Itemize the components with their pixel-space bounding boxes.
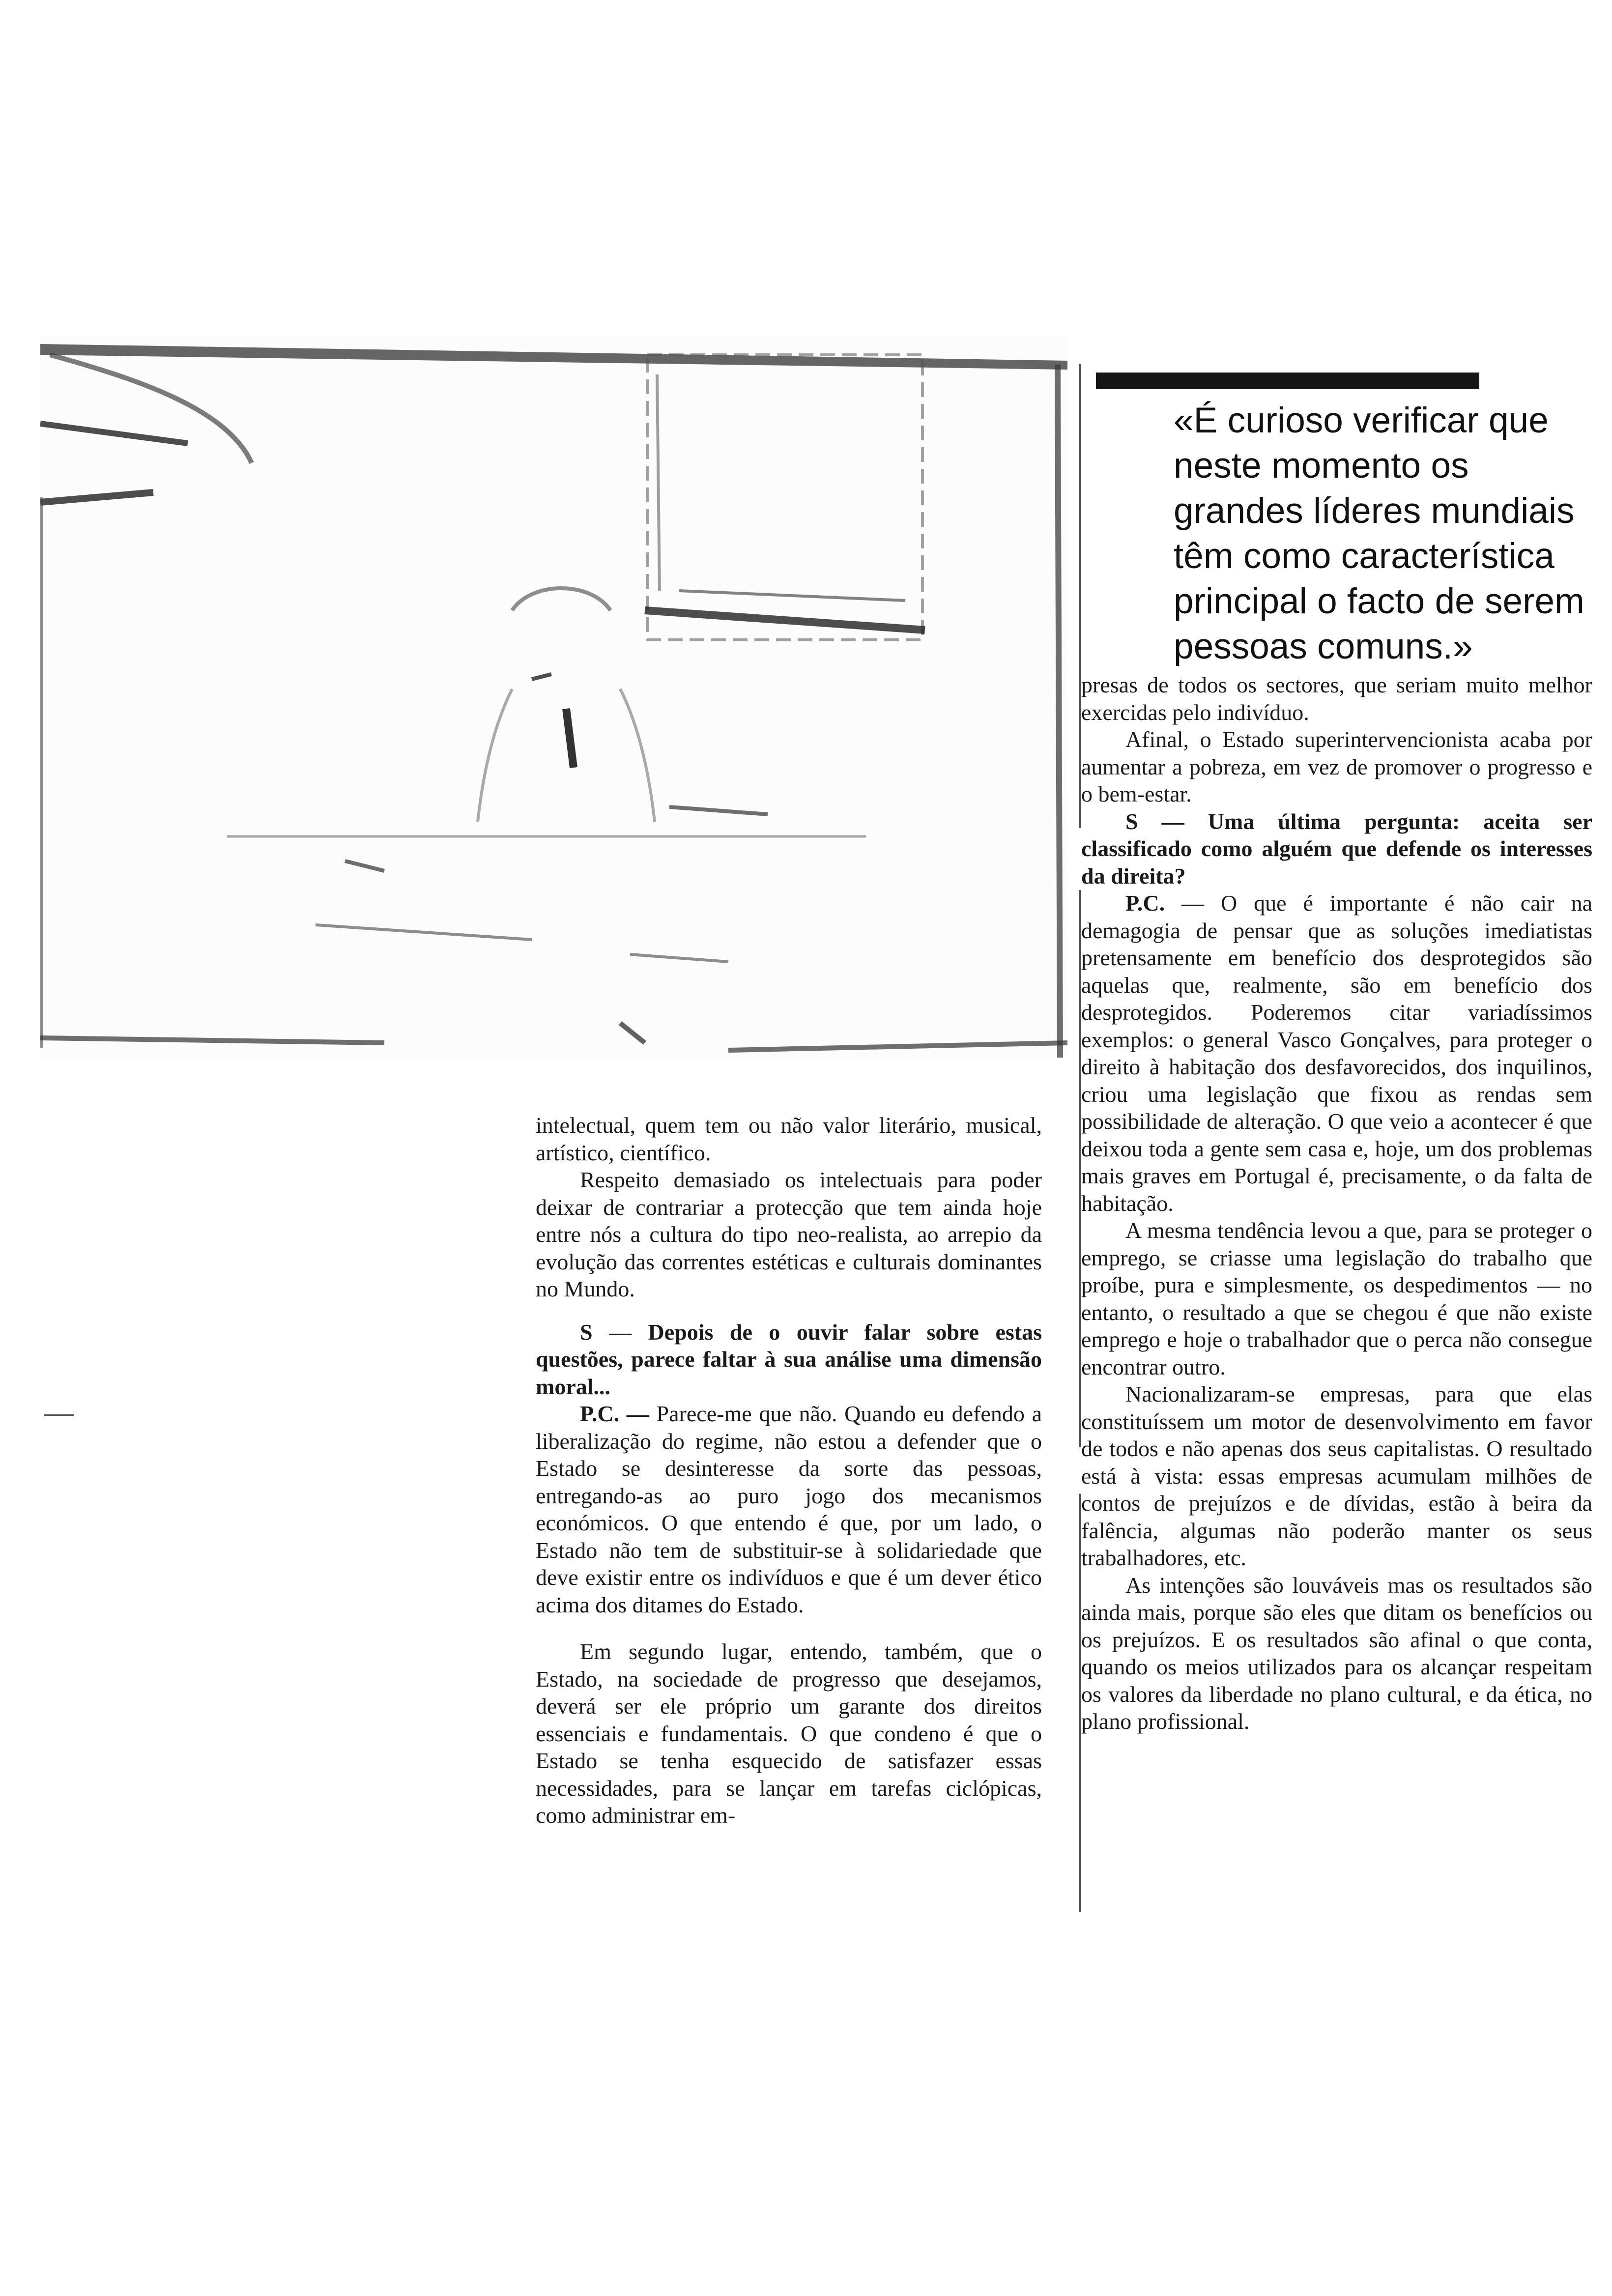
pullquote-bar xyxy=(1096,373,1479,389)
paragraph: Respeito demasiado os intelectuais para poder deixar de contrariar a protecção que tem ainda hoje entre nós a cultura do tipo neo-realista, ao arrepio da evolução das correntes estéticas e culturais dominantes no Mundo. xyxy=(536,1167,1042,1301)
interview-answer xyxy=(1081,890,1592,1217)
paragraph: Nacionalizaram-se empresas, para que elas constituíssem um motor de desenvolvimento em favor de todos e não apenas dos seus capitalistas. O resultado está à vista: essas empresas acumulam milhões de contos de prejuízos e de dívidas, estão à beira da falência, algumas não poderão manter os seus trabalhadores, etc. xyxy=(1081,1381,1592,1570)
paragraph: A mesma tendência levou a que, para se proteger o emprego, se criasse uma legislação do trabalho que proíbe, pura e simplesmente, os despedimentos — no entanto, o resultado a que se chegou é que não existe emprego e hoje o trabalhador que o perca não consegue encontrar outro. xyxy=(1081,1218,1592,1379)
article-column-left xyxy=(536,1112,1042,1829)
article-column-right xyxy=(1081,671,1592,1735)
speaker-label: P.C. — xyxy=(580,1401,649,1426)
answer-text: O que é importante é não cair na demagogia de pensar que as soluções imediatistas pretensamente em benefício dos desprotegidos são aquelas que, realmente, são em benefício dos desprotegidos. Poderemos citar variadíssimos exemplos: o general Vasco Gonçalves, para proteger o direito à habitação dos desfavorecidos, dos inquilinos, criou uma legislação que fixou as rendas sem possibilidade de alteração. O que veio a acontecer é que deixou toda a gente sem casa e, hoje, um dos problemas mais graves em Portugal é, precisamente, o da falta de habitação. xyxy=(1081,890,1592,1216)
paragraph: Em segundo lugar, entendo, também, que o Estado, na sociedade de progresso que desejamos, deverá ser ele próprio um garante dos direitos essenciais e fundamentais. O que condeno é que o Estado se tenha esquecido de satisfazer essas necessidades, para se lançar em tarefas ciclópicas, como administrar em- xyxy=(536,1639,1042,1828)
interview-question: S — Uma última pergunta: aceita ser classificado como alguém que defende os interesses da direita? xyxy=(1081,808,1592,889)
interview-photo xyxy=(40,335,1067,1058)
paragraph: intelectual, quem tem ou não valor literário, musical, artístico, científico. xyxy=(536,1113,1042,1165)
interview-answer xyxy=(536,1400,1042,1618)
margin-mark xyxy=(44,1414,74,1416)
paragraph: presas de todos os sectores, que seriam muito melhor exercidas pelo indivíduo. xyxy=(1081,672,1592,725)
paragraph: As intenções são louváveis mas os resultados são ainda mais, porque são eles que ditam os benefícios ou os prejuízos. E os resultados são afinal o que conta, quando os meios utilizados para os alcançar respeitam os valores da liberdade no plano cultural, e da ética, no plano profissional. xyxy=(1081,1572,1592,1734)
pullquote: «É curioso verificar que neste momento os grandes líderes mundiais têm como característica principal o facto de serem pessoas comuns.» xyxy=(1174,401,1584,666)
photo-illustration xyxy=(40,335,1067,1058)
speaker-label: P.C. — xyxy=(1125,890,1205,916)
answer-text: Parece-me que não. Quando eu defendo a liberalização do regime, não estou a defender que o Estado se desinteresse da sorte das pessoas, entregando-as ao puro jogo dos mecanismos económicos. O que entendo é que, por um lado, o Estado não tem de substituir-se à solidariedade que deve existir entre os indivíduos e que é um dever ético acima dos ditames do Estado. xyxy=(536,1401,1042,1617)
paragraph: Afinal, o Estado superintervencionista acaba por aumentar a pobreza, em vez de promover o progresso e o bem-estar. xyxy=(1081,727,1592,806)
interview-question: S — Depois de o ouvir falar sobre estas questões, parece faltar à sua análise uma dimensão moral... xyxy=(536,1319,1042,1399)
